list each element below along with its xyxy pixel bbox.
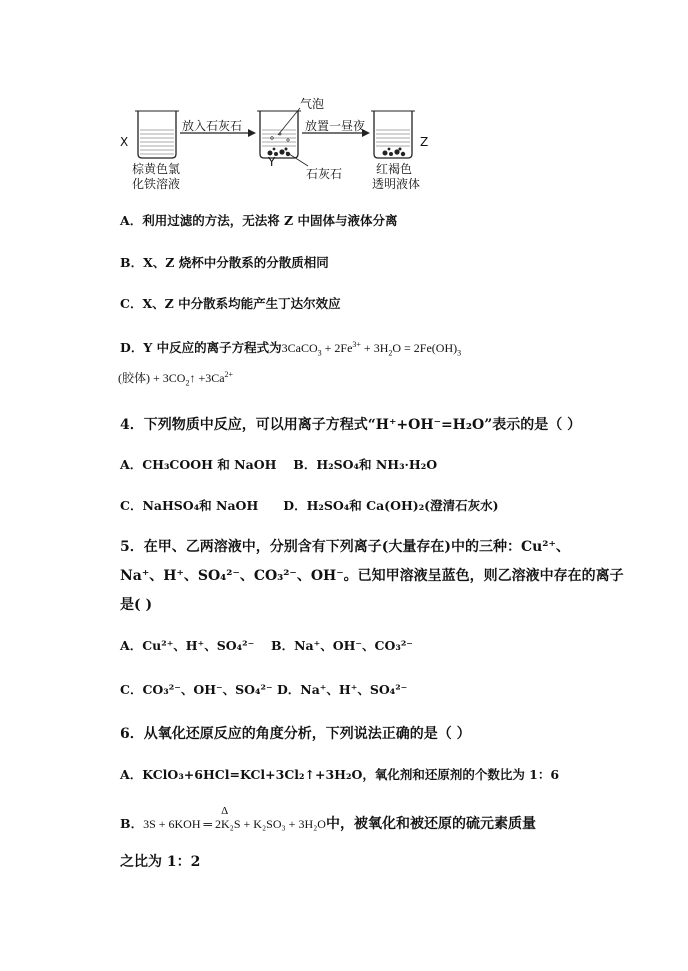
z-desc-line2: 透明液体 (372, 177, 421, 191)
label-y: Y (268, 155, 276, 169)
q3-option-a: A．利用过滤的方法，无法将 Z 中固体与液体分离 (120, 213, 398, 228)
arrow1-label: 放入石灰石 (182, 119, 243, 133)
arrow2-label: 放置一昼夜 (305, 119, 366, 133)
q4-options-ab: A．CH₃COOH 和 NaOH B．H₂SO₄和 NH₃·H₂O (120, 457, 438, 472)
q6-stem: 6．从氧化还原反应的角度分析，下列说法正确的是（ ） (120, 726, 471, 742)
q6-option-b: B．3S + 6KOH ═ 2K₂S + K₂SO₃ + 3H₂O Δ 中，被氧化和被还原的硫元素质量 (120, 805, 536, 832)
q6-b-equation: 3S + 6KOH ═ 2K₂S + K₂SO₃ + 3H₂O Δ (143, 805, 326, 831)
beaker-y (257, 108, 308, 166)
q3-option-c: C．X、Z 中分散系均能产生丁达尔效应 (120, 296, 341, 311)
bubble-label: 气泡 (300, 97, 325, 111)
q5-stem-1: 5．在甲、乙两溶液中，分别含有下列离子(大量存在)中的三种：Cu²⁺、 (120, 539, 570, 555)
q5-stem-2: Na⁺、H⁺、SO₄²⁻、CO₃²⁻、OH⁻。已知甲溶液呈蓝色，则乙溶液中存在的离子 (120, 568, 624, 584)
q5-options-ab: A．Cu²⁺、H⁺、SO₄²⁻ B．Na⁺、OH⁻、CO₃²⁻ (120, 638, 413, 653)
q5-stem-3: 是( ) (120, 597, 153, 613)
q3-option-d (120, 338, 461, 357)
q6-option-b-line2: 之比为 1：2 (120, 854, 201, 870)
q5-options-cd: C．CO₃²⁻、OH⁻、SO₄²⁻ D．Na⁺、H⁺、SO₄²⁻ (120, 682, 408, 697)
q3-d-equation: 3CaCO$_3$ + $2Fe^{3+} + 3H_2O = 2Fe(OH)_3$ (281, 340, 462, 358)
z-desc-line1: 红褐色 (376, 162, 413, 176)
q3-option-b: B．X、Z 烧杯中分散系的分散质相同 (120, 255, 329, 270)
x-desc-line2: 化铁溶液 (132, 177, 181, 191)
q3-d-prefix: D．Y 中反应的离子方程式为 (120, 340, 282, 355)
delta-symbol: Δ (221, 805, 229, 817)
label-x: X (120, 135, 129, 149)
beaker-x (135, 111, 179, 158)
q4-options-cd: C．NaHSO₄和 NaOH D．H₂SO₄和 Ca(OH)₂(澄清石灰水) (120, 498, 499, 513)
label-z: Z (420, 135, 429, 149)
limestone-label: 石灰石 (306, 167, 343, 181)
beaker-z (371, 111, 415, 158)
q6-option-a: A．KClO₃+6HCl=KCl+3Cl₂↑+3H₂O，氧化剂和还原剂的个数比为 1：6 (120, 767, 560, 782)
x-desc-line1: 棕黄色氯 (132, 162, 181, 176)
q4-stem: 4．下列物质中反应，可以用离子方程式“H⁺+OH⁻=H₂O”表示的是（ ） (120, 417, 582, 433)
q3-option-d-line2: (胶体) + $3CO_2↑ +3Ca^{2+}$ (118, 370, 234, 388)
